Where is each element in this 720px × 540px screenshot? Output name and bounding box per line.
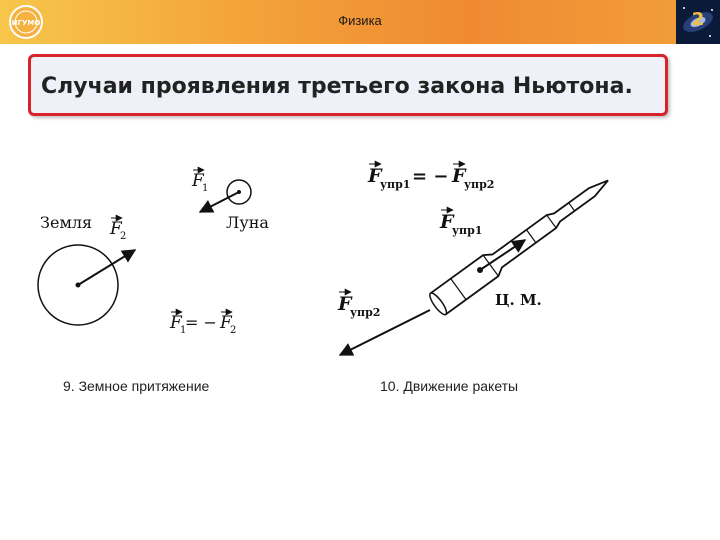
svg-text:F: F <box>192 171 204 191</box>
logo-text: ИГУМО <box>11 19 41 27</box>
slide-number: 2 <box>691 9 705 30</box>
center-of-mass-label: Ц. М. <box>495 291 542 309</box>
svg-text:упр1: упр1 <box>452 224 483 237</box>
svg-text:F: F <box>338 293 352 315</box>
caption-rocket: 10. Движение ракеты <box>380 378 519 394</box>
svg-text:F: F <box>110 219 122 239</box>
svg-text:упр1: упр1 <box>380 178 411 191</box>
svg-text:упр2: упр2 <box>350 306 381 319</box>
vector-upr2-label <box>337 292 380 319</box>
earth-moon-figure <box>30 150 290 360</box>
force-f2-arrow <box>78 250 135 285</box>
svg-text:F: F <box>220 313 232 333</box>
title-box <box>28 54 668 116</box>
svg-text:упр2: упр2 <box>464 178 495 191</box>
header-bar <box>0 0 720 44</box>
svg-text:F: F <box>170 313 182 333</box>
svg-text:2: 2 <box>120 231 127 242</box>
svg-text:= −: = − <box>412 166 449 187</box>
svg-text:= −: = − <box>185 313 217 332</box>
svg-text:F: F <box>452 165 466 187</box>
moon-label: Луна <box>226 213 269 232</box>
rocket-figure <box>320 140 680 365</box>
svg-text:1: 1 <box>202 183 209 194</box>
slide-title: Случаи проявления третьего закона Ньютона. <box>41 74 633 99</box>
center-of-mass-dot <box>477 267 483 273</box>
caption-earth: 9. Земное притяжение <box>63 378 210 394</box>
vector-upr1-label <box>439 210 482 237</box>
vector-f2-label <box>109 218 126 242</box>
vector-f1-label <box>191 170 208 194</box>
rocket-equation <box>367 164 494 191</box>
earth-equation <box>169 312 236 336</box>
svg-text:1: 1 <box>180 325 187 336</box>
svg-text:F: F <box>368 165 382 187</box>
header-title: Физика <box>338 13 382 28</box>
svg-text:F: F <box>440 211 454 233</box>
slide-number-badge <box>676 0 720 44</box>
svg-text:2: 2 <box>230 325 237 336</box>
earth-label: Земля <box>40 213 93 232</box>
